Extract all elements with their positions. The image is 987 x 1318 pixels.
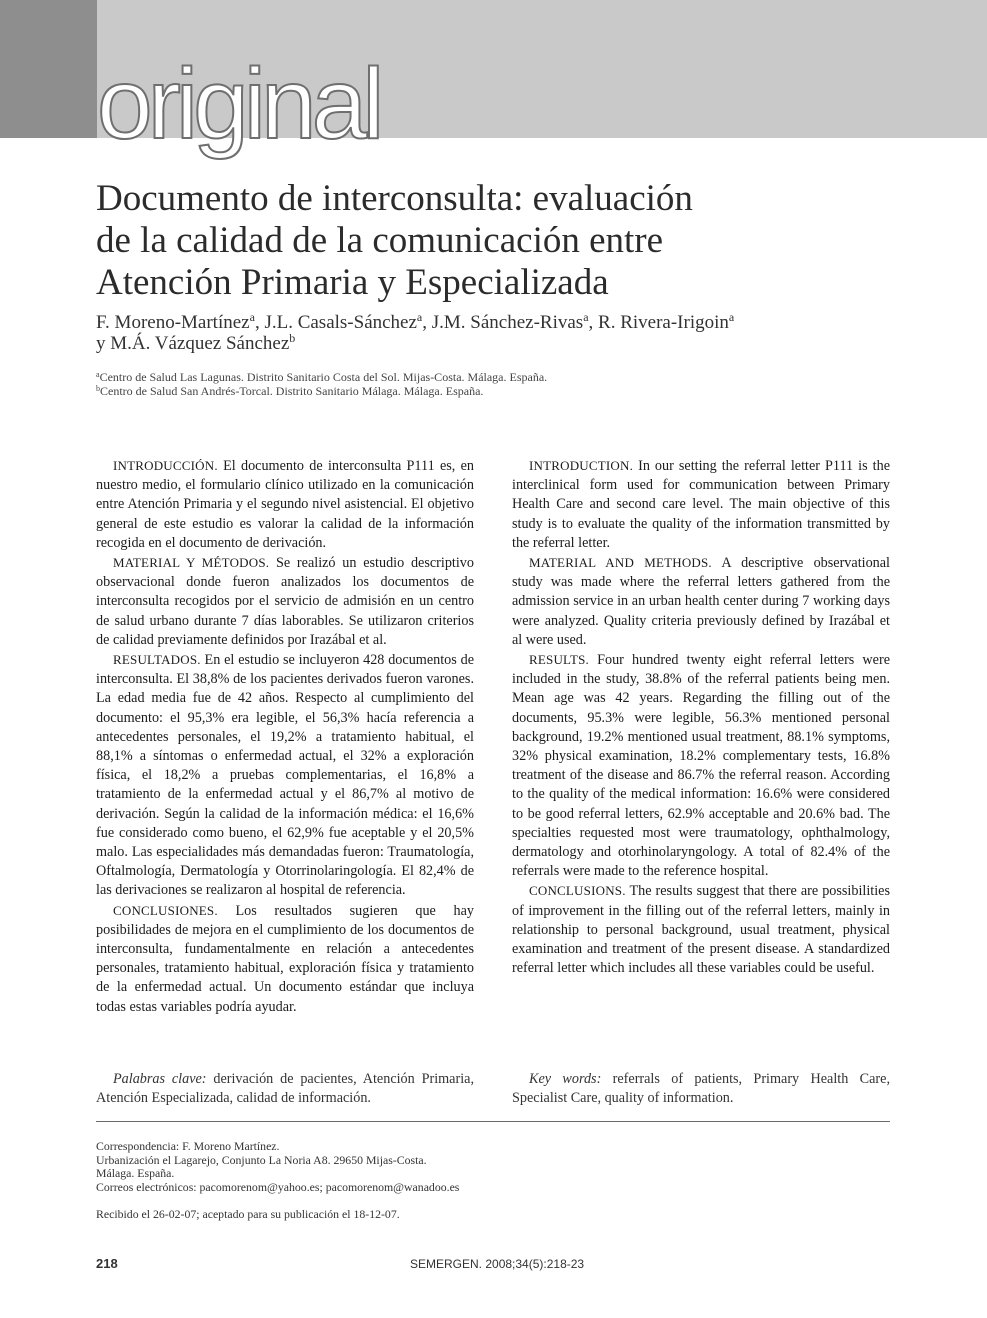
author-list <box>96 312 896 354</box>
paragraph-text: The results suggest that there are possibilities of improvement in the filling out of the referral letters, mainly in relationship to personal background, usual treatment, physical examination and treatment of the present disease. A standardized referral letter which includes all these variables could be useful. <box>512 883 890 977</box>
journal-reference: SEMERGEN. 2008;34(5):218-23 <box>410 1257 585 1271</box>
author-name: , J.M. Sánchez-Rivas <box>422 312 584 333</box>
abstract-paragraph <box>512 456 890 553</box>
section-label: original <box>97 48 380 160</box>
affiliation-mark: a <box>728 310 735 324</box>
section-heading: INTRODUCTION. <box>529 458 634 473</box>
received-dates: Recibido el 26-02-07; aceptado para su publicación el 18-12-07. <box>96 1207 400 1221</box>
abstract-paragraph <box>512 881 890 978</box>
keywords-label: Palabras clave: <box>113 1071 207 1087</box>
affiliation-mark: b <box>96 384 100 393</box>
abstract-paragraph <box>96 901 474 1017</box>
affiliation-text: Centro de Salud Las Lagunas. Distrito Sanitario Costa del Sol. Mijas-Costa. Málaga. España. <box>99 370 548 384</box>
section-heading: INTRODUCCIÓN. <box>113 458 218 473</box>
title-line: de la calidad de la comunicación entre <box>96 220 664 261</box>
keywords-paragraph <box>96 1070 474 1108</box>
author-line <box>96 312 896 333</box>
abstract-paragraph <box>96 650 474 901</box>
abstract-spanish <box>96 456 474 1017</box>
author-name: y M.Á. Vázquez Sánchez <box>96 333 290 354</box>
paragraph-text: Los resultados sugieren que hay posibilidades de mejora en el cumplimiento de los documentos de interconsulta, fundamentalmente en relación a antecedentes personales, tratamiento habitual, exploración física y tratamiento de la enfermedad actual. Un documento estándar que incluya todas estas variables podría ayudar. <box>96 902 474 1015</box>
affiliation <box>96 370 896 384</box>
page-number: 218 <box>96 1256 118 1271</box>
correspondence <box>96 1140 696 1194</box>
correspondence-line: Málaga. España. <box>96 1166 175 1181</box>
correspondence-line: Correos electrónicos: pacomorenom@yahoo.es; pacomorenom@wanadoo.es <box>96 1179 460 1194</box>
affiliation-mark: b <box>289 331 296 345</box>
paragraph-text: El documento de interconsulta P111 es, en nuestro medio, el formulario clínico utilizado en la comunicación entre Atención Primaria y el segundo nivel asistencial. El objetivo general de este estudio es valorar la calidad de la información recogida en el documento de derivación. <box>96 458 474 551</box>
keywords-spanish <box>96 1070 474 1108</box>
paragraph-text: A descriptive observational study was made where the referral letters gathered from the admission service in an urban health center during 7 working days were analyzed. Quality criteria previously defined by Irazábal et al were used. <box>512 555 891 648</box>
author-name: F. Moreno-Martínez <box>96 312 250 333</box>
paragraph-text: Se realizó un estudio descriptivo observacional donde fueron analizados los documentos de interconsulta recogidos por el servicio de admisión en un centro de salud urbano durante 7 días laborables. Se utilizaron criterios de calidad previamente definidos por Irazábal et al. <box>96 555 474 648</box>
article-title <box>96 178 856 304</box>
affiliation-mark: a <box>96 370 100 379</box>
section-heading: CONCLUSIONS. <box>529 883 626 899</box>
title-line: Documento de interconsulta: evaluación <box>96 178 693 219</box>
abstract-paragraph <box>96 553 474 650</box>
affiliation-mark: a <box>416 310 423 324</box>
keywords-text: derivación de pacientes, Atención Primaria, Atención Especializada, calidad de información. <box>96 1071 474 1107</box>
section-heading: RESULTADOS. <box>113 652 201 668</box>
author-name: , J.L. Casals-Sánchez <box>254 312 417 333</box>
paragraph-text: In our setting the referral letter P111 is the interclinical form used for communication between Primary Health Care and second care level. The main objective of this study is to evaluate the quality of the information transmitted by the referral letter. <box>512 458 890 551</box>
divider <box>96 1121 890 1122</box>
section-heading: MATERIAL Y MÉTODOS. <box>113 555 270 571</box>
keywords-label: Key words: <box>529 1071 602 1087</box>
title-line: Atención Primaria y Especializada <box>96 262 609 303</box>
section-heading: RESULTS. <box>529 652 589 668</box>
paragraph-text: En el estudio se incluyeron 428 documentos de interconsulta. El 38,8% de los pacientes derivados fueron varones. La edad media fue de 42 años. Respecto al cumplimiento del documento: el 95,3% era legible, el 56,3% hacía referencia a antecedentes personales, el 19,2% a tratamiento habitual, el 88,1% a síntomas o enfermedad actual, el 32% a exploración física, el 18,2% a pruebas complementarias, el 16,8% a tratamiento de la enfermedad actual y el 86,7% al motivo de derivación. Según la calidad de la información médica: el 16,6% fue considerado como bueno, el 62,9% fue aceptable y el 20,5% malo. Las especialidades más demandadas fueron: Traumatología, Oftalmología, Dermatología y Otorrinolaringología. El 82,4% de las derivaciones se realizaron al hospital de referencia. <box>96 652 474 899</box>
abstract-paragraph <box>96 456 474 553</box>
abstract-paragraph <box>512 650 890 881</box>
section-heading: MATERIAL AND METHODS. <box>529 555 712 571</box>
keywords-english <box>512 1070 890 1108</box>
abstract-paragraph <box>512 553 890 650</box>
affiliation-mark: a <box>249 310 255 324</box>
affiliations <box>96 370 896 398</box>
affiliation-mark: a <box>583 310 589 324</box>
correspondence-line: Urbanización el Lagarejo, Conjunto La Noria A8. 29650 Mijas-Costa. <box>96 1152 427 1167</box>
abstract-english <box>512 456 890 978</box>
affiliation <box>96 384 896 398</box>
keywords-paragraph <box>512 1070 890 1108</box>
paragraph-text: Four hundred twenty eight referral letters were included in the study, 38.8% of the referral patients being men. Mean age was 42 years. Regarding the filling out of the documents, 95.3% were legible, 56.3% mentioned personal background, 19.2% mentioned usual treatment, 88.1% symptoms, 32% physical examination, 18.2% complementary tests, 16.8% treatment of the disease and 86.7% the referral reason. According to the quality of the medical information: 16.6% were considered to be good referral letters, 62.9% acceptable and 20.6% bad. The specialties requested most were traumatology, ophthalmology, dermatology and otorhinolaryngology. A total of 82.4% of the referrals were made to the reference hospital. <box>512 652 890 880</box>
correspondence-line: Correspondencia: F. Moreno Martínez. <box>96 1139 280 1153</box>
author-name: , R. Rivera-Irigoin <box>588 312 729 333</box>
section-heading: CONCLUSIONES. <box>113 902 218 918</box>
keywords-text: referrals of patients, Primary Health Care, Specialist Care, quality of information. <box>512 1071 890 1107</box>
affiliation-text: Centro de Salud San Andrés-Torcal. Distrito Sanitario Málaga. Málaga. España. <box>100 384 484 398</box>
author-line <box>96 333 896 354</box>
header-band-dark <box>0 0 97 138</box>
